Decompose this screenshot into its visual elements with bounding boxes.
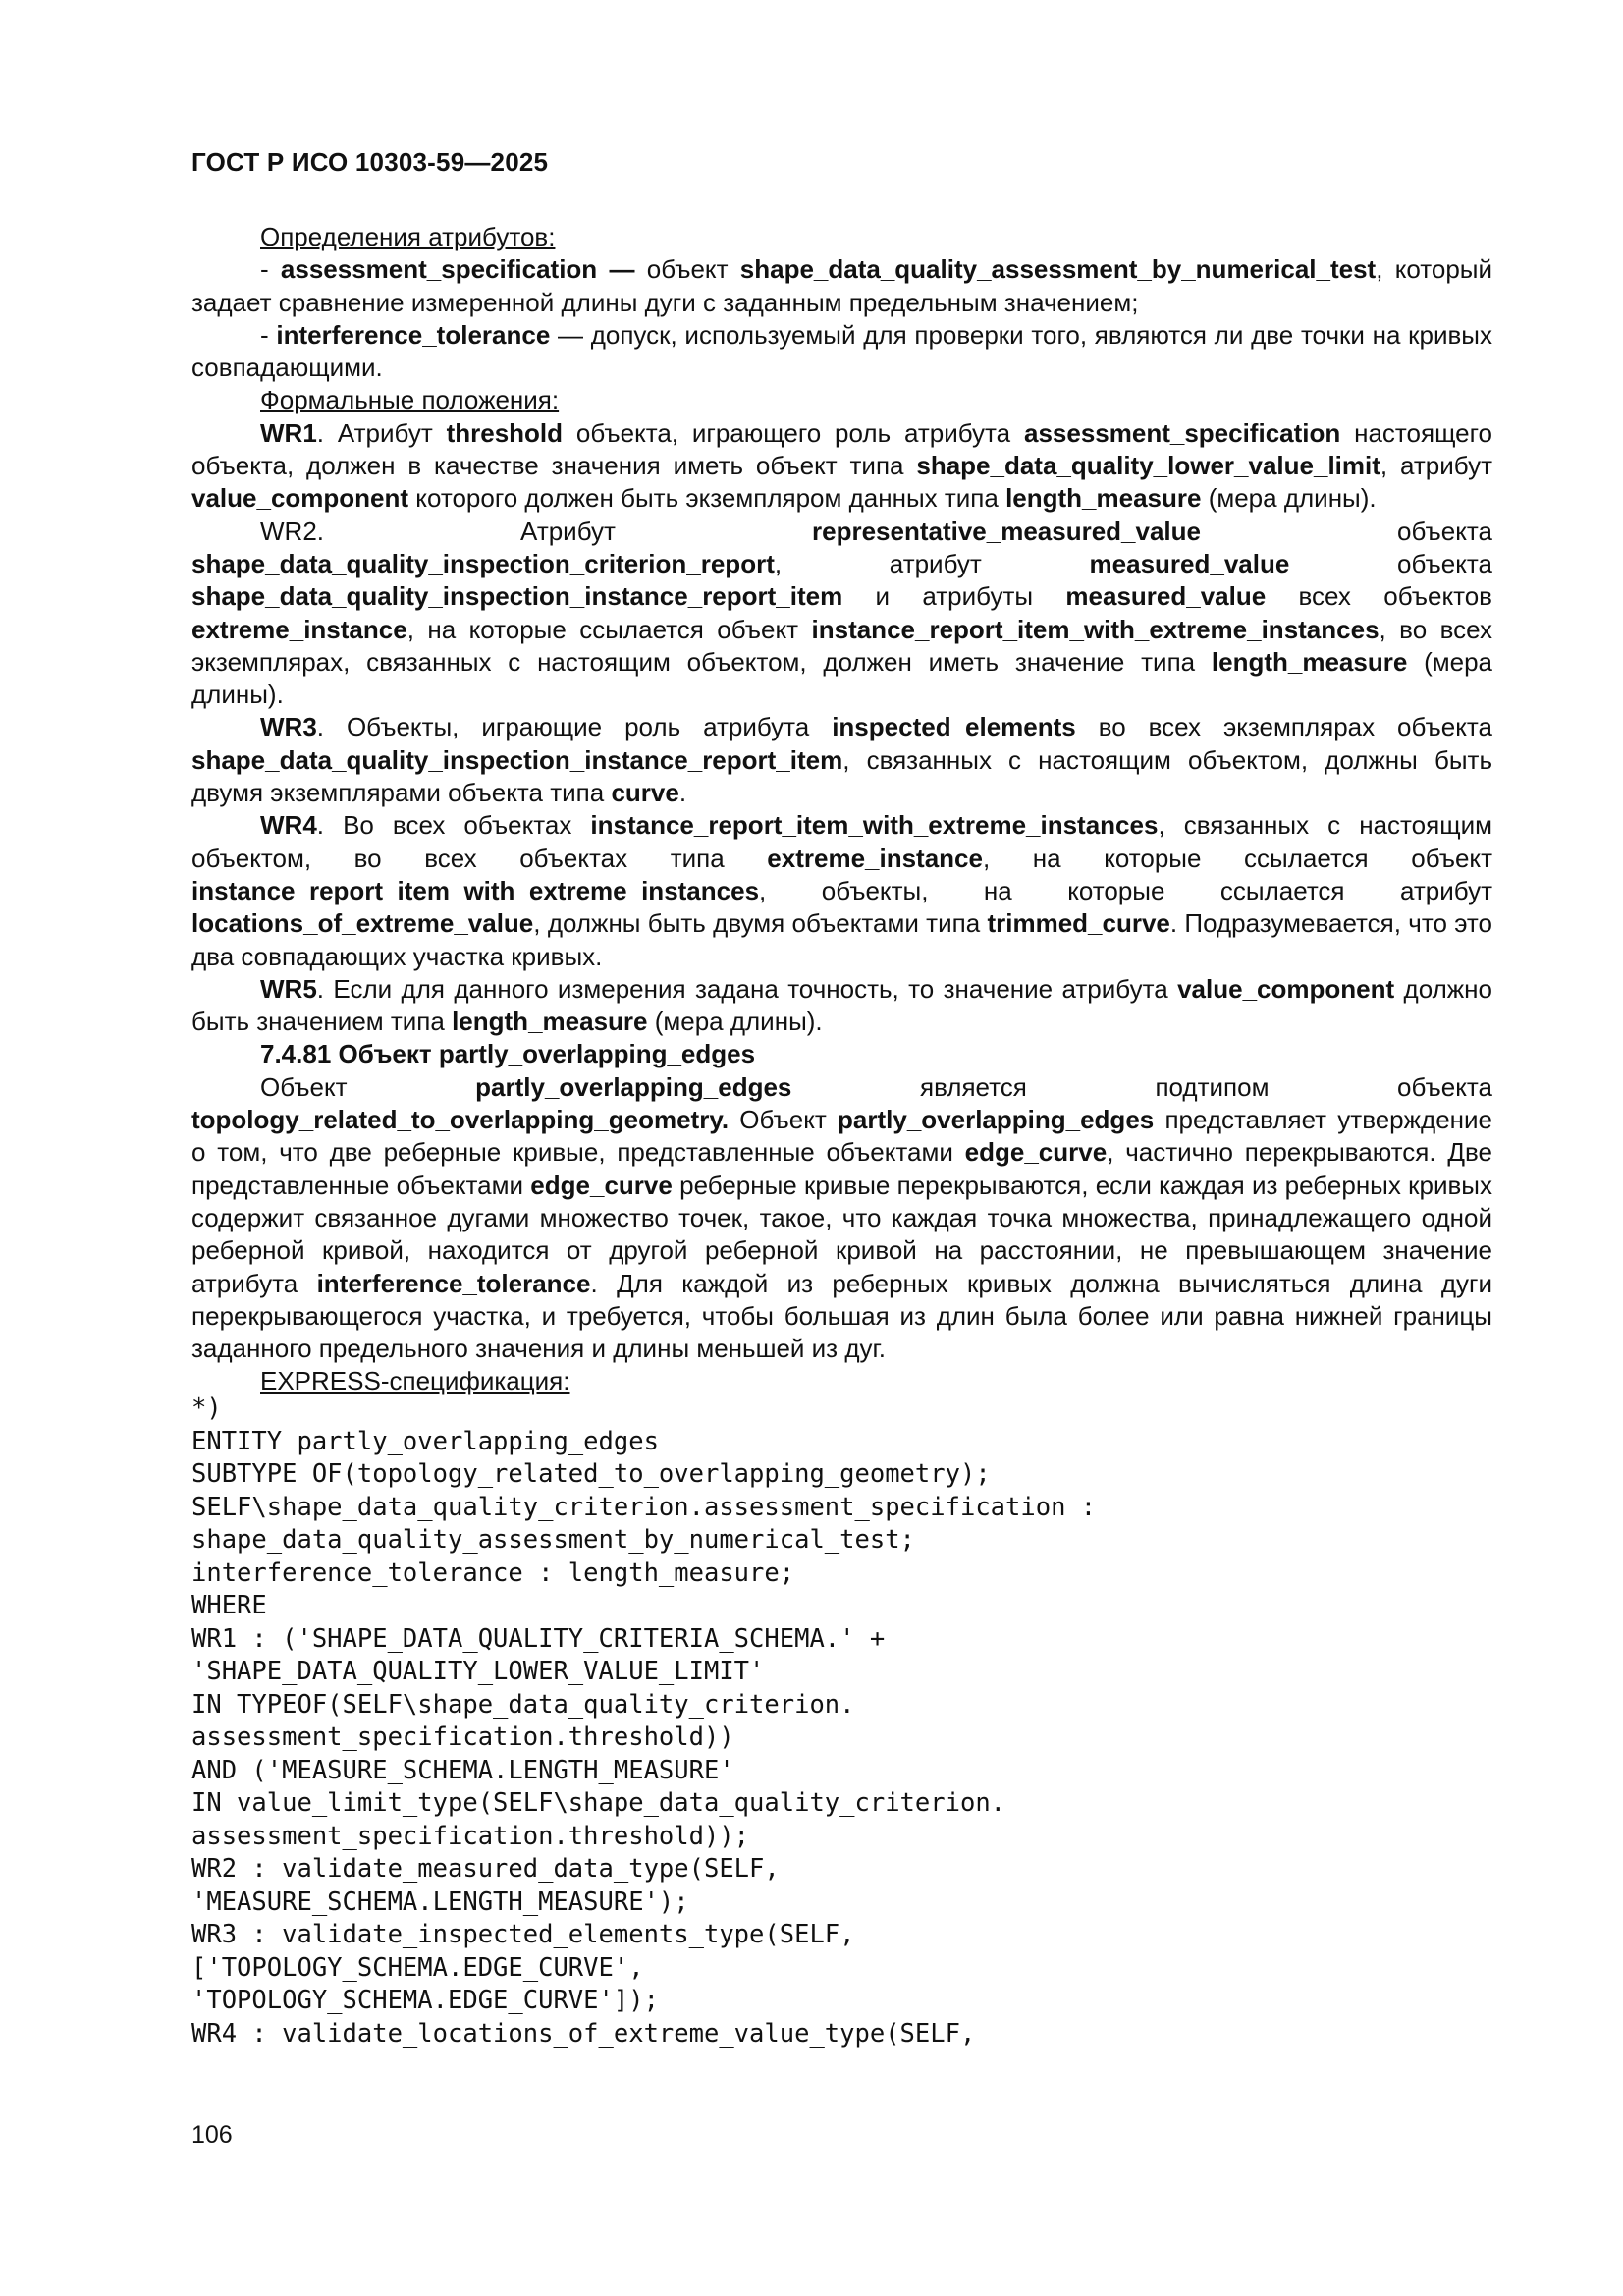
page-header: ГОСТ Р ИСО 10303-59—2025	[191, 147, 549, 177]
rule-wr3: WR3. Объекты, играющие роль атрибута inspected_elements во всех экземплярах объекта shape_data_quality_inspection_instance_report_item, связанных с настоящим объектом, должны быть двумя экземплярами объекта типа curve.	[191, 712, 1492, 808]
attribute-definitions-heading: Определения атрибутов:	[260, 222, 556, 251]
page-number: 106	[191, 2121, 233, 2149]
express-specification-heading: EXPRESS-спецификация:	[260, 1366, 570, 1396]
rule-wr2: WR2. Атрибут representative_measured_value объекта shape_data_quality_inspection_criterion_report, атрибут measured_value объекта shape_data_quality_inspection_instance_report_item и атрибуты measured_value всех объектов extreme_instance, на которые ссылается объект instance_report_item_with_extreme_instances, во всех экземплярах, связанных с настоящим объектом, должен иметь значение типа length_measure (мера длины).	[191, 516, 1492, 710]
rule-wr4: WR4. Во всех объектах instance_report_item_with_extreme_instances, связанных с настоящим объектом, во всех объектах типа extreme_instance, на которые ссылается объект instance_report_item_with_extreme_instances, объекты, на которые ссылается атрибут locations_of_extreme_value, должны быть двумя объектами типа trimmed_curve. Подразумевается, что это два совпадающих участка кривых.	[191, 810, 1493, 971]
rule-wr5: WR5. Если для данного измерения задана точность, то значение атрибута value_component должно быть значением типа length_measure (мера длины).	[191, 973, 1492, 1037]
formal-propositions-heading: Формальные положения:	[260, 385, 560, 415]
attribute-definition: - interference_tolerance — допуск, используемый для проверки того, являются ли две точки на кривых совпадающими.	[191, 319, 1492, 383]
document-body	[191, 221, 1492, 1398]
section-description: Объект partly_overlapping_edges является подтипом объекта topology_related_to_overlapping_geometry. Объект partly_overlapping_edges представляет утверждение о том, что две реберные кривые, представленные объектами edge_curve, частично перекрываются. Две представленные объектами edge_curve реберные кривые перекрываются, если каждая из реберных кривых содержит связанное дугами множество точек, такое, что каждая точка множества, принадлежащего одной реберной кривой, находится от другой реберной кривой на расстоянии, не превышающем значение атрибута interference_tolerance. Для каждой из реберных кривых должна вычисляться длина дуги перекрывающегося участка, и требуется, чтобы большая из длин была более или равна нижней границы заданного предельного значения и длины меньшей из дуг.	[191, 1071, 1493, 1364]
attribute-definition: - assessment_specification — объект shape_data_quality_assessment_by_numerical_test, который задает сравнение измеренной длины дуги с заданным предельным значением;	[191, 254, 1492, 317]
express-code-block: *) ENTITY partly_overlapping_edges SUBTYPE OF(topology_related_to_overlapping_geometry); SELF\shape_data_quality_criterion.assessment_specification : shape_data_quality_assessment_by_numerical_test; interference_tolerance : length_measure; WHERE WR1 : ('SHAPE_DATA_QUALITY_CRITERIA_SCHEMA.' + 'SHAPE_DATA_QUALITY_LOWER_VALUE_LIMIT' IN TYPEOF(SELF\shape_data_quality_criterion. assessment_specification.threshold)) AND ('MEASURE_SCHEMA.LENGTH_MEASURE' IN value_limit_type(SELF\shape_data_quality_criterion. assessment_specification.threshold)); WR2 : validate_measured_data_type(SELF, 'MEASURE_SCHEMA.LENGTH_MEASURE'); WR3 : validate_inspected_elements_type(SELF, ['TOPOLOGY_SCHEMA.EDGE_CURVE', 'TOPOLOGY_SCHEMA.EDGE_CURVE']); WR4 : validate_locations_of_extreme_value_type(SELF,	[191, 1394, 1097, 2049]
section-heading: 7.4.81 Объект partly_overlapping_edges	[260, 1039, 756, 1069]
rule-wr1: WR1. Атрибут threshold объекта, играющего роль атрибута assessment_specification настоящего объекта, должен в качестве значения иметь объект типа shape_data_quality_lower_value_limit, атрибут value_component которого должен быть экземпляром данных типа length_measure (мера длины).	[191, 417, 1493, 514]
